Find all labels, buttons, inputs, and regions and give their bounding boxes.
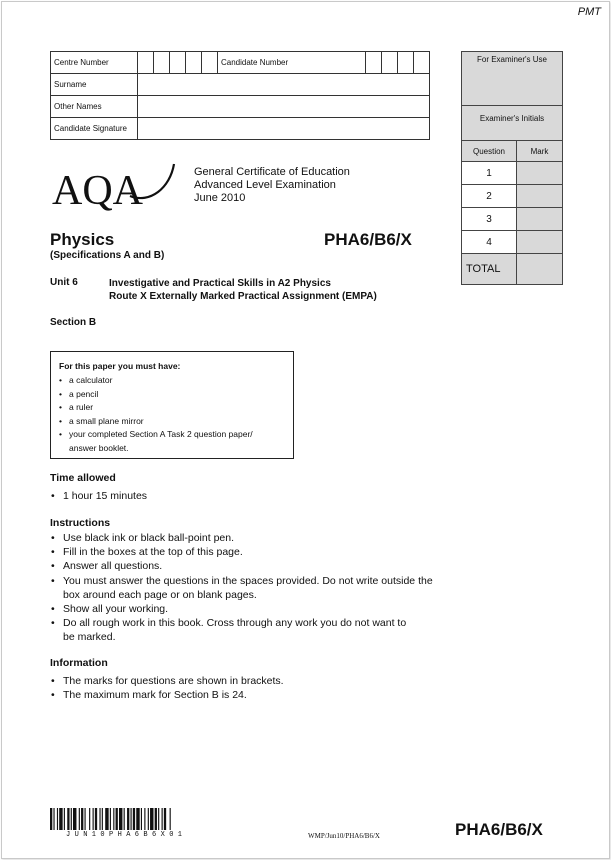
unit-title-line: Route X Externally Marked Practical Assignment (EMPA) xyxy=(109,291,377,302)
barcode-bar xyxy=(73,808,76,830)
list-item: • a small plane mirror xyxy=(69,415,285,429)
subject-title: Physics xyxy=(50,230,115,249)
barcode-bar xyxy=(53,808,54,830)
list-item: • 1 hour 15 minutes xyxy=(50,489,147,503)
total-label: TOTAL xyxy=(462,254,517,285)
unit-label: Unit 6 xyxy=(50,277,78,288)
footer-paper-code: PHA6/B6/X xyxy=(455,820,543,839)
list-item: • Use black ink or black ball-point pen. xyxy=(50,531,450,545)
unit-title-line: Investigative and Practical Skills in A2 Physics xyxy=(109,278,331,289)
barcode-bar xyxy=(119,808,122,830)
pmt-watermark: PMT xyxy=(577,6,601,18)
materials-box xyxy=(50,351,294,459)
barcode-bar xyxy=(64,808,65,830)
list-item: • a ruler xyxy=(69,401,285,415)
section-label: Section B xyxy=(50,317,97,328)
barcode-bar xyxy=(57,808,58,830)
barcode-bar xyxy=(102,808,103,830)
list-item: • You must answer the questions in the spaces provided. Do not write outside the box around each page or on blank pages. xyxy=(50,574,450,602)
barcode-text: JUN10PHA6B6X01 xyxy=(66,831,187,839)
candidate-number-box[interactable] xyxy=(366,52,382,74)
candidate-number-box[interactable] xyxy=(414,52,430,74)
time-allowed-list xyxy=(50,489,147,503)
barcode-bar xyxy=(124,808,125,830)
paper-reference: WMP/Jun10/PHA6/B6/X xyxy=(308,832,380,840)
barcode-bar xyxy=(71,808,72,830)
mark-column-header: Mark xyxy=(517,141,563,162)
exam-paper-page xyxy=(1,1,610,859)
centre-number-box[interactable] xyxy=(154,52,170,74)
barcode-bar xyxy=(99,808,100,830)
barcode-bar xyxy=(150,808,153,830)
other-names-label: Other Names xyxy=(51,96,138,118)
candidate-number-box[interactable] xyxy=(398,52,414,74)
candidate-signature-field[interactable] xyxy=(138,118,430,140)
question-column-header: Question xyxy=(462,141,517,162)
barcode-bar xyxy=(79,808,80,830)
barcode-bar xyxy=(113,808,114,830)
barcode-bar xyxy=(170,808,171,830)
barcode xyxy=(50,808,245,830)
candidate-signature-label: Candidate Signature xyxy=(51,118,138,140)
barcode-bar xyxy=(67,808,69,830)
centre-number-box[interactable] xyxy=(186,52,202,74)
examiner-initials-label: Examiner's Initials xyxy=(462,106,562,141)
mark-cell xyxy=(517,185,563,208)
barcode-bar xyxy=(110,808,111,830)
certificate-info xyxy=(194,166,350,205)
barcode-bar xyxy=(131,808,132,830)
marks-table xyxy=(462,141,562,284)
list-item: • Show all your working. xyxy=(50,602,450,616)
list-item: • a calculator xyxy=(69,374,285,388)
centre-number-box[interactable] xyxy=(170,52,186,74)
exam-date: June 2010 xyxy=(194,192,246,204)
specification-label: (Specifications A and B) xyxy=(50,250,165,261)
candidate-number-box[interactable] xyxy=(382,52,398,74)
barcode-bar xyxy=(148,808,149,830)
barcode-bar xyxy=(141,808,142,830)
barcode-bar xyxy=(116,808,118,830)
list-item: • The maximum mark for Section B is 24. xyxy=(50,688,284,702)
barcode-bar xyxy=(50,808,52,830)
question-number: 3 xyxy=(462,208,517,231)
barcode-bar xyxy=(158,808,159,830)
barcode-bar xyxy=(105,808,108,830)
barcode-bar xyxy=(85,808,86,830)
question-number: 4 xyxy=(462,231,517,254)
aqa-logo xyxy=(50,160,178,212)
aqa-logo-text: AQA xyxy=(52,168,143,212)
paper-code: PHA6/B6/X xyxy=(324,230,412,249)
barcode-bar xyxy=(144,808,145,830)
centre-number-box[interactable] xyxy=(202,52,218,74)
time-allowed-heading: Time allowed xyxy=(50,472,116,484)
barcode-bar xyxy=(95,808,97,830)
barcode-bar xyxy=(127,808,129,830)
materials-title: For this paper you must have: xyxy=(59,361,181,371)
instructions-list xyxy=(50,531,450,645)
examiner-use-box xyxy=(461,51,563,285)
list-item: • Do all rough work in this book. Cross through any work you do not want to be marked. xyxy=(50,616,450,644)
mark-cell xyxy=(517,162,563,185)
barcode-bar xyxy=(93,808,94,830)
barcode-bar xyxy=(59,808,62,830)
barcode-bar xyxy=(164,808,166,830)
barcode-bar xyxy=(136,808,139,830)
instructions-heading: Instructions xyxy=(50,517,111,529)
total-cell xyxy=(517,254,563,285)
examiner-use-title: For Examiner's Use xyxy=(462,52,562,106)
list-item: • Answer all questions. xyxy=(50,559,450,573)
barcode-bar xyxy=(89,808,90,830)
question-number: 2 xyxy=(462,185,517,208)
surname-field[interactable] xyxy=(138,74,430,96)
centre-number-label: Centre Number xyxy=(51,52,138,74)
other-names-field[interactable] xyxy=(138,96,430,118)
candidate-number-label: Candidate Number xyxy=(218,52,366,74)
certificate-line: General Certificate of Education xyxy=(194,166,350,178)
information-list xyxy=(50,674,284,702)
certificate-line: Advanced Level Examination xyxy=(194,179,336,191)
mark-cell xyxy=(517,208,563,231)
question-number: 1 xyxy=(462,162,517,185)
barcode-bar xyxy=(155,808,157,830)
list-item: • Fill in the boxes at the top of this page. xyxy=(50,545,450,559)
centre-number-box[interactable] xyxy=(138,52,154,74)
barcode-bar xyxy=(133,808,135,830)
surname-label: Surname xyxy=(51,74,138,96)
barcode-bar xyxy=(81,808,83,830)
list-item: • The marks for questions are shown in brackets. xyxy=(50,674,284,688)
materials-list xyxy=(59,374,285,455)
candidate-details-grid xyxy=(50,51,430,140)
unit-title xyxy=(109,277,377,303)
list-item: • your completed Section A Task 2 question paper/ answer booklet. xyxy=(69,428,285,455)
barcode-bar xyxy=(162,808,163,830)
list-item: • a pencil xyxy=(69,388,285,402)
mark-cell xyxy=(517,231,563,254)
information-heading: Information xyxy=(50,657,108,669)
